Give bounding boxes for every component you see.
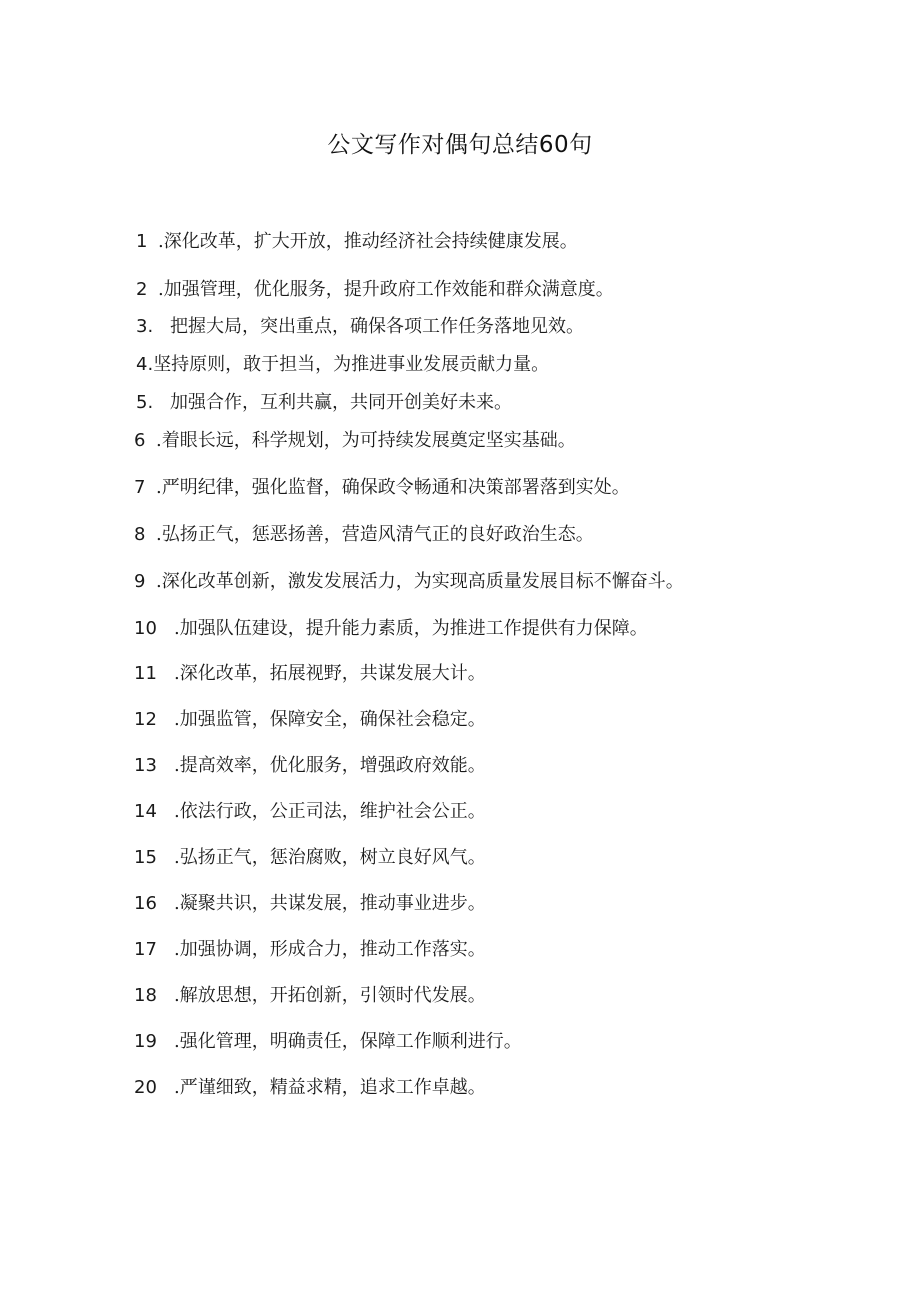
item-number: 1 [136, 231, 148, 252]
item-text: .严谨细致，精益求精，追求工作卓越。 [174, 1077, 486, 1098]
list-item [134, 708, 486, 732]
item-text: .着眼长远，科学规划，为可持续发展奠定坚实基础。 [156, 430, 576, 451]
item-number: 18 [134, 985, 157, 1006]
list-item [134, 476, 630, 500]
list-item [134, 662, 486, 686]
item-text: .加强协调，形成合力，推动工作落实。 [174, 939, 486, 960]
list-item [134, 984, 486, 1008]
item-text: .加强队伍建设，提升能力素质，为推进工作提供有力保障。 [174, 618, 648, 639]
list-item [134, 429, 576, 453]
list-item [134, 570, 684, 594]
list-item [134, 754, 486, 778]
list-item [134, 938, 486, 962]
item-number: 12 [134, 709, 157, 730]
list-item [136, 278, 614, 302]
list-item [136, 230, 578, 254]
item-number: 19 [134, 1031, 157, 1052]
item-number: 16 [134, 893, 157, 914]
item-text: 加强合作，互利共赢，共同开创美好未来。 [170, 392, 512, 413]
item-number: 6 [134, 430, 146, 451]
item-number: 17 [134, 939, 157, 960]
item-number: 15 [134, 847, 157, 868]
list-item [134, 892, 486, 916]
item-number: 7 [134, 477, 146, 498]
item-number: 2 [136, 279, 148, 300]
item-text: .依法行政，公正司法，维护社会公正。 [174, 801, 486, 822]
item-number: 4. [136, 354, 154, 375]
item-text: .弘扬正气，惩治腐败，树立良好风气。 [174, 847, 486, 868]
item-number: 14 [134, 801, 157, 822]
item-number: 13 [134, 755, 157, 776]
list-item [136, 315, 584, 339]
item-number: 3. [136, 316, 154, 337]
item-text: .提高效率，优化服务，增强政府效能。 [174, 755, 486, 776]
page-title: 公文写作对偶句总结60句 [327, 132, 593, 158]
list-item [134, 1076, 486, 1100]
item-number: 20 [134, 1077, 157, 1098]
item-text: 坚持原则，敢于担当，为推进事业发展贡献力量。 [153, 354, 550, 375]
item-text: .加强管理，优化服务，提升政府工作效能和群众满意度。 [158, 279, 614, 300]
list-item [134, 617, 648, 641]
item-number: 11 [134, 663, 157, 684]
item-number: 9 [134, 571, 146, 592]
item-text: .强化管理，明确责任，保障工作顺利进行。 [174, 1031, 522, 1052]
item-text: .加强监管，保障安全，确保社会稳定。 [174, 709, 486, 730]
list-item [134, 800, 486, 824]
item-text: .深化改革，扩大开放，推动经济社会持续健康发展。 [158, 231, 578, 252]
item-text: .严明纪律，强化监督，确保政令畅通和决策部署落到实处。 [156, 477, 630, 498]
item-number: 5. [136, 392, 154, 413]
item-number: 8 [134, 524, 146, 545]
item-text: .解放思想，开拓创新，引领时代发展。 [174, 985, 486, 1006]
item-number: 10 [134, 618, 157, 639]
item-text: 把握大局，突出重点，确保各项工作任务落地见效。 [170, 316, 584, 337]
item-text: .深化改革，拓展视野，共谋发展大计。 [174, 663, 486, 684]
item-text: .深化改革创新，激发发展活力，为实现高质量发展目标不懈奋斗。 [156, 571, 684, 592]
list-item [134, 523, 594, 547]
item-text: .弘扬正气，惩恶扬善，营造风清气正的良好政治生态。 [156, 524, 594, 545]
list-item [134, 1030, 522, 1054]
item-text: .凝聚共识，共谋发展，推动事业进步。 [174, 893, 486, 914]
list-item [136, 391, 512, 415]
list-item [136, 353, 549, 377]
list-item [134, 846, 486, 870]
